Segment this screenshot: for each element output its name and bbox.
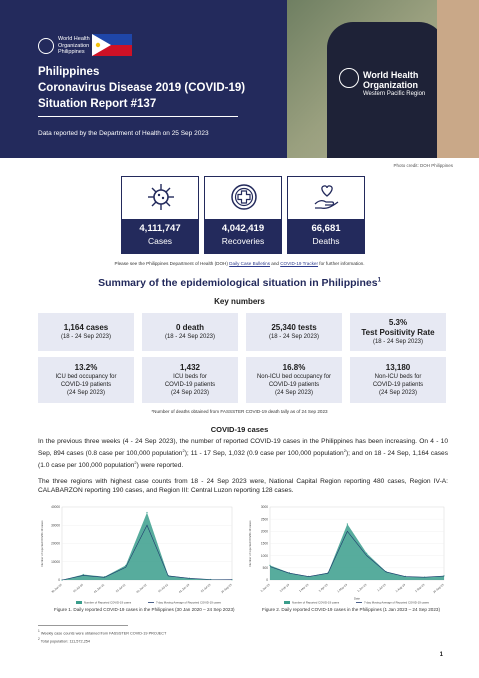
key-numbers-heading: Key numbers xyxy=(214,297,265,306)
footnote-1 xyxy=(38,629,166,635)
medical-cross-icon xyxy=(229,182,259,212)
deaths-note: *Number of deaths obtained from FASSSTER COVID-19 death tally as of 24 Sep 2023 xyxy=(151,409,328,414)
title-report-number: Situation Report #137 xyxy=(38,98,157,110)
key-desc: ICU beds for xyxy=(173,374,207,380)
x-tick-label: 01-Jul-22 xyxy=(157,582,169,594)
y-tick-label: 30000 xyxy=(51,523,60,528)
key-period: (18 - 24 Sep 2023) xyxy=(164,334,216,340)
key-desc: COVID-19 patients xyxy=(268,382,320,388)
x-tick-label: 24-Sep-23 xyxy=(220,582,233,595)
y-tick-label: 2500 xyxy=(260,517,268,522)
legend-label-reported-cases: Number of Reported COVID-19 cases xyxy=(292,600,340,605)
x-tick-label: 01-Jan-21 xyxy=(92,582,106,594)
key-box-icu-beds xyxy=(142,357,238,403)
data-point-reported-cases xyxy=(146,512,147,513)
note-text-middle: and xyxy=(270,261,281,266)
y-tick-label: 2000 xyxy=(260,529,268,534)
key-value: 5.3% xyxy=(388,318,408,327)
footnote-text: Total population: 111,572,254 xyxy=(40,639,91,644)
y-tick-label: 500 xyxy=(262,566,268,571)
x-tick-label: 1-Sep-23 xyxy=(413,582,426,594)
footnote-ref: 2 xyxy=(182,448,185,453)
key-period: (18 - 24 Sep 2023) xyxy=(268,334,320,340)
footnote-ref: 2 xyxy=(343,448,346,453)
who-logo-icon xyxy=(38,38,54,54)
cases-paragraph-2: The three regions with highest case counts from 18 - 24 Sep 2023 were, National Capital Region reporting 480 cases, Region IV-A: CALABARZON reporting 190 cases, and Region III: Central Luzon reporting 128 cases. xyxy=(38,478,448,494)
key-box-tests xyxy=(246,313,342,351)
key-value: 1,164 cases xyxy=(63,323,109,332)
x-tick-label: 1-Jul-23 xyxy=(376,582,387,593)
key-box-non-icu-occupancy xyxy=(246,357,342,403)
further-info-note xyxy=(0,261,479,266)
x-tick-label: 01-Jul-23 xyxy=(199,582,212,594)
title-disease: Coronavirus Disease 2019 (COVID-19) xyxy=(38,82,246,94)
figure1-caption: Figure 1. Daily reported COVID-19 cases in the Philippines (30 Jan 2020 – 24 Sep 2023) xyxy=(54,607,235,612)
stat-band-deaths xyxy=(288,219,364,253)
legend-label-reported-cases: Number of Reported COVID-19 cases xyxy=(84,600,132,605)
key-value-label: Test Positivity Rate xyxy=(361,328,435,337)
x-tick-label: 1-Feb-23 xyxy=(278,582,290,594)
photo-org-line2: Organization xyxy=(363,80,419,90)
stat-card-recoveries xyxy=(204,176,282,254)
x-tick-label: 1-Jan-23 xyxy=(259,582,271,593)
x-tick-label: 01-Jan-23 xyxy=(177,582,191,594)
key-desc: Non-ICU beds for xyxy=(374,374,422,380)
footnote-2 xyxy=(38,637,90,643)
x-axis-label: Date xyxy=(354,596,360,601)
key-box-cases xyxy=(38,313,134,351)
stat-band-recoveries xyxy=(205,219,281,253)
covid-tracker-link[interactable]: COVID-19 Tracker xyxy=(280,261,319,266)
key-value: 13,180 xyxy=(385,363,411,372)
key-value: 25,340 tests xyxy=(271,323,317,332)
header-photo xyxy=(287,0,479,158)
y-tick-label: 0 xyxy=(58,578,60,583)
para1-part-c: ); and on 18 - 24 Sep, 1,164 cases (1.0 case per 100,000 population xyxy=(38,450,448,470)
key-period: (24 Sep 2023) xyxy=(378,390,418,396)
legend-label-moving-average: 7-day Moving Average of Reported COVID-19 cases xyxy=(364,600,429,605)
x-tick-label: 01-Jul-20 xyxy=(72,582,84,594)
philippines-flag-icon xyxy=(92,34,132,56)
key-box-icu-occupancy xyxy=(38,357,134,403)
y-axis-label: Number of reported COVID-19 cases xyxy=(248,520,252,567)
photo-region: Western Pacific Region xyxy=(363,91,426,97)
hand-heart-icon xyxy=(312,182,342,212)
key-value: 16.8% xyxy=(282,363,306,372)
who-emblem-icon xyxy=(339,68,359,88)
y-tick-label: 0 xyxy=(266,578,268,583)
key-period: (18 - 24 Sep 2023) xyxy=(372,339,424,345)
x-tick-label: 1-May-23 xyxy=(336,582,348,594)
x-tick-label: 24-Sep-23 xyxy=(432,582,445,595)
footnote-num: 1 xyxy=(38,629,40,633)
y-tick-label: 40000 xyxy=(51,505,60,510)
key-desc: COVID-19 patients xyxy=(164,382,216,388)
photo-arm xyxy=(437,0,479,158)
key-desc: COVID-19 patients xyxy=(372,382,424,388)
key-desc: ICU bed occupancy for xyxy=(55,374,117,380)
x-tick-label: 1-Apr-23 xyxy=(317,582,329,593)
photo-org-line1: World Health xyxy=(363,70,419,80)
para1-part-d: ) were reported. xyxy=(136,462,184,470)
footnote-divider xyxy=(38,625,128,626)
page-number: 1 xyxy=(439,652,443,658)
y-tick-label: 20000 xyxy=(51,541,60,546)
data-source-line: Data reported by the Department of Health on 25 Sep 2023 xyxy=(38,130,209,137)
stat-band-cases xyxy=(122,219,198,253)
x-tick-label: 1-Mar-23 xyxy=(298,582,310,594)
note-text-before: Please see the Philippines Department of Health (DOH) xyxy=(114,261,230,266)
y-axis-label: Number of reported COVID-19 cases xyxy=(40,520,44,567)
y-tick-label: 1500 xyxy=(260,541,268,546)
y-tick-label: 1000 xyxy=(260,553,268,558)
covid-cases-heading: COVID-19 cases xyxy=(210,425,269,434)
stat-value-recoveries: 4,042,419 xyxy=(221,223,265,234)
stat-value-deaths: 66,681 xyxy=(311,223,341,234)
legend-swatch-reported-cases xyxy=(76,601,82,604)
footnote-num: 2 xyxy=(38,637,40,641)
report-header xyxy=(0,0,479,158)
legend-label-moving-average: 7-day Moving Average of Reported COVID-19 cases xyxy=(156,600,221,605)
who-logo-text xyxy=(58,36,90,56)
key-box-non-icu-beds xyxy=(350,357,446,403)
key-desc: COVID-19 patients xyxy=(60,382,112,388)
data-point-reported-cases xyxy=(366,553,367,554)
report-title xyxy=(38,64,245,112)
photo-credit: Photo credit: DOH Philippines xyxy=(393,163,453,168)
summary-heading xyxy=(0,277,479,289)
para1-part-a: In the previous three weeks (4 - 24 Sep 2023), the number of reported COVID-19 cases in the Philippines has been increasing. On 4 - 10 Sep, 894 cases (0.8 case per 100,000 population xyxy=(38,438,448,458)
daily-case-bulletins-link[interactable]: Daily Case Bulletins xyxy=(229,261,271,266)
cases-paragraph-1 xyxy=(38,437,448,470)
title-divider xyxy=(38,116,238,117)
key-value: 13.2% xyxy=(74,363,98,372)
note-text-after: for further information. xyxy=(318,261,365,266)
photo-vest-text xyxy=(363,70,425,98)
stat-label-cases: Cases xyxy=(147,236,173,246)
stat-value-cases: 4,111,747 xyxy=(139,223,181,234)
key-period: (24 Sep 2023) xyxy=(170,390,210,396)
title-country: Philippines xyxy=(38,66,100,78)
para1-part-b: ); 11 - 17 Sep, 1,032 (0.9 case per 100,000 population xyxy=(184,450,344,458)
x-tick-label: 1-Jun-23 xyxy=(356,582,368,593)
who-logo xyxy=(38,36,90,56)
key-value: 1,432 xyxy=(179,363,201,372)
key-box-deaths xyxy=(142,313,238,351)
data-point-reported-cases xyxy=(347,523,348,524)
figure2-caption: Figure 2. Daily reported COVID-19 cases in the Philippines (1 Jan 2023 – 24 Sep 2023) xyxy=(262,607,440,612)
x-tick-label: 30-Jan-20 xyxy=(50,582,63,594)
footnote-text: Weekly case counts were obtained from FASSSTER COVID-19 PROJECT xyxy=(40,631,167,636)
figure2-chart xyxy=(246,503,450,606)
who-logo-line2: Organization xyxy=(58,42,90,49)
summary-heading-text: Summary of the epidemiological situation in Philippines xyxy=(98,277,378,289)
key-period: (24 Sep 2023) xyxy=(66,390,106,396)
key-period: (18 - 24 Sep 2023) xyxy=(60,334,112,340)
footnote-ref: 2 xyxy=(134,460,137,466)
y-tick-label: 3000 xyxy=(260,505,268,510)
stat-label-deaths: Deaths xyxy=(312,236,340,246)
data-point-reported-cases xyxy=(83,574,84,575)
x-tick-label: 01-Jul-21 xyxy=(114,582,127,594)
figure1-chart xyxy=(38,503,238,606)
who-logo-line3: Philippines xyxy=(58,49,85,55)
x-tick-label: 1-Aug-23 xyxy=(394,582,406,594)
stat-card-deaths xyxy=(287,176,365,254)
key-value: 0 death xyxy=(175,323,204,332)
key-box-positivity xyxy=(350,313,446,351)
who-logo-line1: World Health xyxy=(58,36,90,42)
data-point-reported-cases xyxy=(269,565,270,566)
virus-icon xyxy=(146,182,176,212)
summary-footnote-ref: 1 xyxy=(377,277,381,284)
x-tick-label: 01-Jan-22 xyxy=(135,582,148,594)
stat-label-recoveries: Recoveries xyxy=(221,236,265,246)
legend-swatch-reported-cases xyxy=(284,601,290,604)
key-period: (24 Sep 2023) xyxy=(274,390,314,396)
key-desc: Non-ICU bed occupancy for xyxy=(256,374,332,380)
y-tick-label: 10000 xyxy=(51,559,60,564)
stat-card-cases xyxy=(121,176,199,254)
